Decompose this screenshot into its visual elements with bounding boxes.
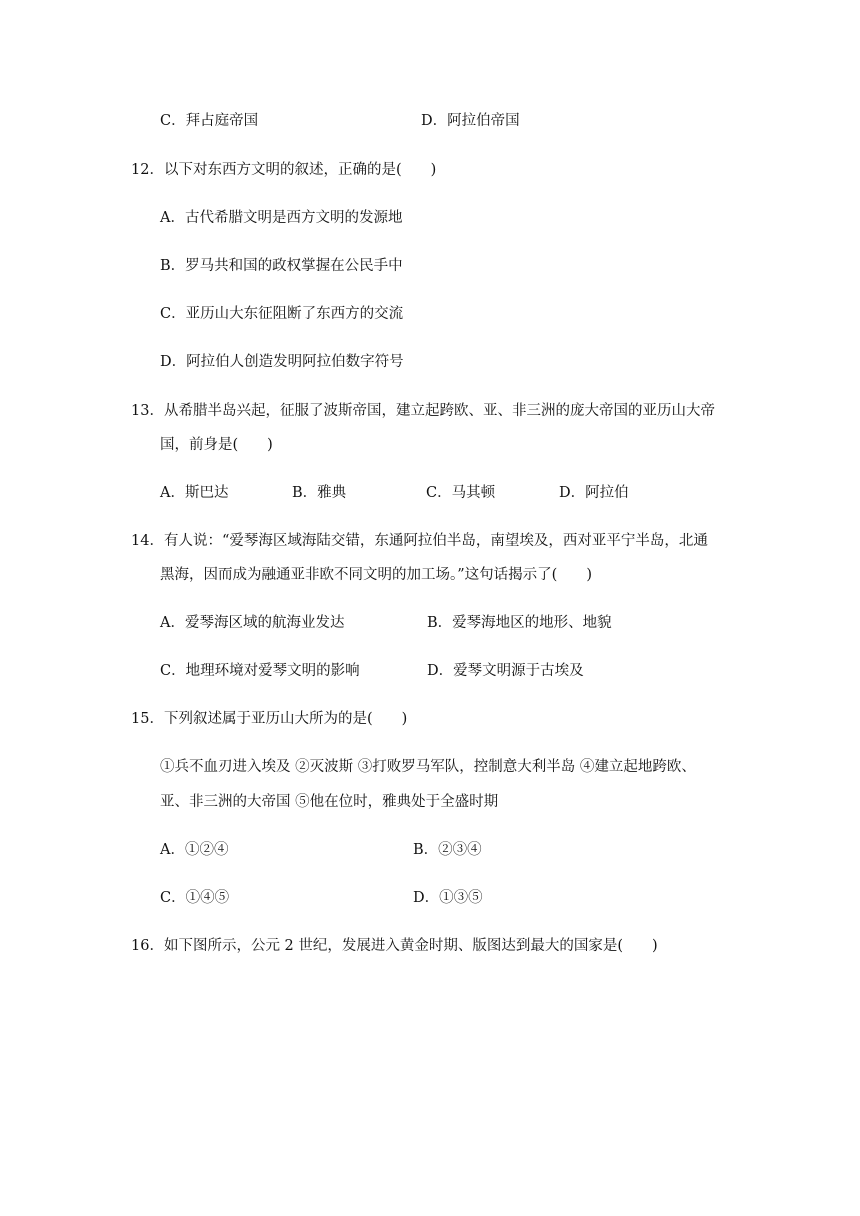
q14-option-b: B．爱琴海地区的地形、地貌: [427, 615, 612, 631]
q13-option-d: D．阿拉伯: [559, 485, 629, 501]
q14-option-d: D．爱琴文明源于古埃及: [427, 663, 584, 679]
q13-option-c: C．马其顿: [426, 485, 496, 501]
q13-option-b: B．雅典: [292, 485, 347, 501]
q12-option-b: B．罗马共和国的政权掌握在公民手中: [160, 258, 403, 274]
q15-option-c: C．①④⑤: [160, 890, 230, 906]
q14-option-a: A．爱琴海区域的航海业发达: [160, 615, 345, 631]
q15-option-b: B．②③④: [413, 842, 482, 858]
q12-option-a: A．古代希腊文明是西方文明的发源地: [160, 210, 403, 226]
q14-stem-line1: 14．有人说：“爱琴海区域海陆交错，东通阿拉伯半岛，南望埃及，西对亚平宁半岛，北通: [131, 533, 708, 549]
q12-option-c: C．亚历山大东征阻断了东西方的交流: [160, 306, 404, 322]
q13-option-a: A．斯巴达: [160, 485, 229, 501]
q15-stem: 15．下列叙述属于亚历山大所为的是( ): [131, 711, 408, 727]
q11-option-d: D．阿拉伯帝国: [421, 113, 520, 129]
q12-stem: 12．以下对东西方文明的叙述，正确的是( ): [131, 162, 437, 178]
q11-option-c: C．拜占庭帝国: [160, 113, 259, 129]
q15-option-a: A．①②④: [160, 842, 229, 858]
q14-stem-line2: 黑海，因而成为融通亚非欧不同文明的加工场。”这句话揭示了( ): [160, 567, 592, 583]
q14-option-c: C．地理环境对爱琴文明的影响: [160, 663, 360, 679]
q15-option-d: D．①③⑤: [413, 890, 483, 906]
q12-option-d: D．阿拉伯人创造发明阿拉伯数字符号: [160, 354, 404, 370]
q15-items-line2: 亚、非三洲的大帝国 ⑤他在位时，雅典处于全盛时期: [160, 794, 499, 810]
q16-stem: 16．如下图所示，公元 2 世纪，发展进入黄金时期、版图达到最大的国家是( ): [131, 938, 658, 954]
q13-stem-line2: 国，前身是( ): [160, 437, 273, 453]
q15-items-line1: ①兵不血刃进入埃及 ②灭波斯 ③打败罗马军队，控制意大利半岛 ④建立起地跨欧、: [160, 759, 696, 775]
q13-stem-line1: 13．从希腊半岛兴起，征服了波斯帝国，建立起跨欧、亚、非三洲的庞大帝国的亚历山大帝: [131, 403, 715, 419]
